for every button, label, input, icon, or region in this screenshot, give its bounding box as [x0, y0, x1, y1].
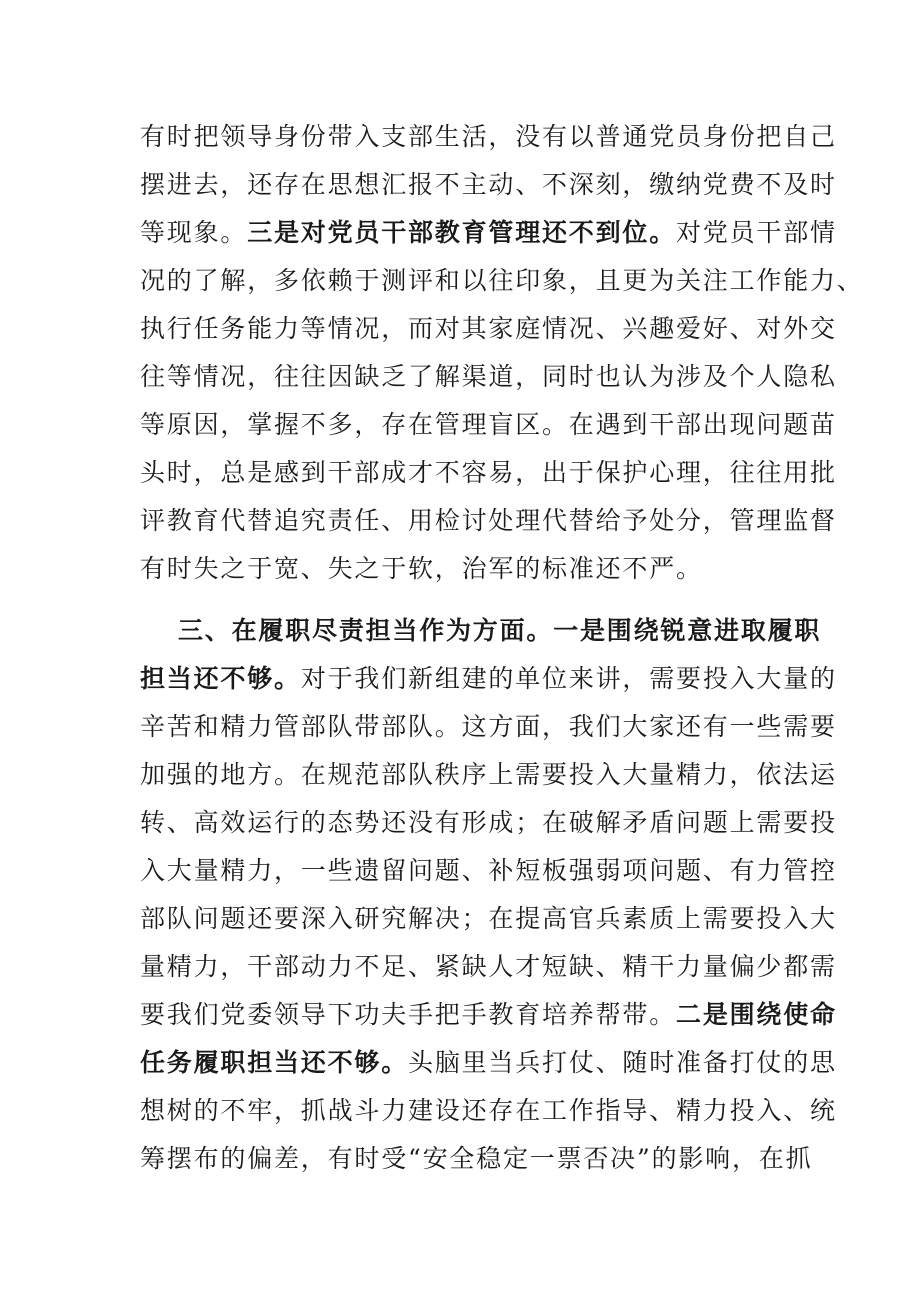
text-run: 头脑里当兵打仗、随时准备打仗的思 [408, 1048, 837, 1077]
text-line [140, 544, 780, 593]
text-run: 加强的地方。在规范部队秩序上需要投入大量精力，依法运 [140, 760, 837, 789]
text-run: 往等情况，往往因缺乏了解渠道，同时也认为涉及个人隐私 [140, 362, 837, 391]
bold-heading-run: 任务履职担当还不够。 [140, 1048, 409, 1077]
text-run: 等现象。 [140, 218, 248, 247]
text-line [140, 400, 837, 449]
text-line [140, 496, 837, 545]
text-run: 头时，总是感到干部成才不容易，出于保护心理，往往用批 [140, 458, 837, 487]
text-line [140, 448, 837, 497]
text-line [140, 654, 837, 703]
text-run: 评教育代替追究责任、用检讨处理代替给予处分，管理监督 [140, 506, 837, 535]
text-run: 摆进去，还存在思想汇报不主动、不深刻，缴纳党费不及时 [140, 170, 837, 199]
text-run: 对党员干部情 [676, 218, 837, 247]
text-line [140, 304, 837, 353]
text-line [140, 1134, 813, 1183]
text-line [140, 256, 864, 305]
text-run: 况的了解，多依赖于测评和以往印象，且更为关注工作能力、 [140, 266, 864, 295]
text-line [140, 990, 837, 1039]
text-run: 筹摆布的偏差，有时受“安全稳定一票否决”的影响，在抓 [140, 1144, 813, 1173]
text-line [140, 352, 837, 401]
text-run: 想树的不牢，抓战斗力建设还存在工作指导、精力投入、统 [140, 1096, 837, 1125]
text-line [140, 702, 837, 751]
text-line [178, 606, 822, 655]
bold-heading-run: 三是对党员干部教育管理还不到位。 [247, 218, 677, 247]
text-line [140, 112, 837, 161]
text-line [140, 942, 837, 991]
text-line [140, 1038, 837, 1087]
text-line [140, 798, 837, 847]
text-line [140, 1086, 837, 1135]
text-run: 要我们党委领导下功夫手把手教育培养帮带。 [140, 1000, 677, 1029]
text-line [140, 160, 837, 209]
text-line [140, 750, 837, 799]
text-line [140, 208, 837, 257]
text-run: 入大量精力，一些遗留问题、补短板强弱项问题、有力管控 [140, 856, 837, 885]
text-run: 等原因，掌握不多，存在管理盲区。在遇到干部出现问题苗 [140, 410, 837, 439]
text-run: 部队问题还要深入研究解决；在提高官兵素质上需要投入大 [140, 904, 837, 933]
bold-heading-run: 二是围绕使命 [676, 1000, 837, 1029]
text-run: 执行任务能力等情况，而对其家庭情况、兴趣爱好、对外交 [140, 314, 837, 343]
text-run: 对于我们新组建的单位来讲，需要投入大量的 [300, 664, 837, 693]
text-run: 量精力，干部动力不足、紧缺人才短缺、精干力量偏少都需 [140, 952, 837, 981]
bold-heading-run: 三、在履职尽责担当作为方面。一是围绕锐意进取履职 [178, 616, 822, 645]
text-line [140, 846, 837, 895]
text-run: 有时失之于宽、失之于软，治军的标准还不严。 [140, 554, 703, 583]
text-line [140, 894, 837, 943]
text-run: 有时把领导身份带入支部生活，没有以普通党员身份把自己 [140, 122, 837, 151]
bold-heading-run: 担当还不够。 [140, 664, 301, 693]
text-run: 辛苦和精力管部队带部队。这方面，我们大家还有一些需要 [140, 712, 837, 741]
text-run: 转、高效运行的态势还没有形成；在破解矛盾问题上需要投 [140, 808, 837, 837]
